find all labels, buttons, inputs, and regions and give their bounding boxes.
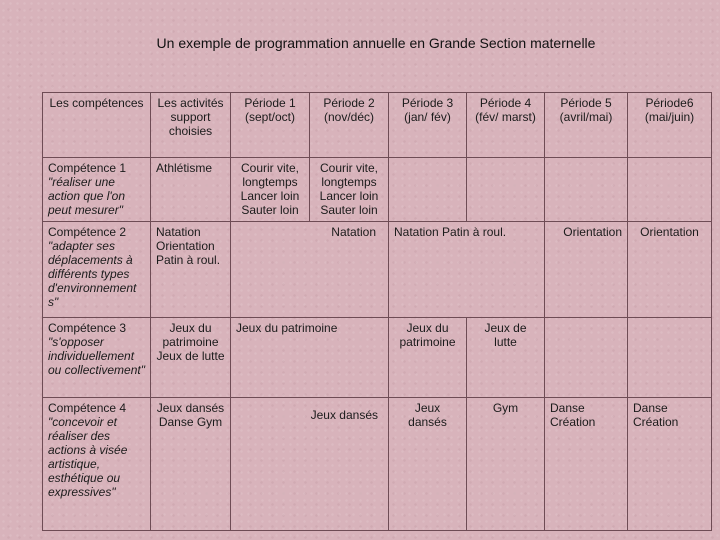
header-periode-6: Période6 (mai/juin) (628, 93, 712, 158)
header-periode-4: Période 4 (fév/ marst) (467, 93, 545, 158)
activites-cell: Athlétisme (151, 158, 231, 222)
competence-description: "adapter ses déplacements à différents types d'environnement s" (48, 239, 137, 309)
competence-cell (43, 158, 151, 222)
periode-4-cell: Jeux de lutte (467, 318, 545, 398)
competence-description: "réaliser une action que l'on peut mesurer" (48, 175, 126, 217)
periode-5-cell (545, 318, 628, 398)
periode-6-cell: Orientation (628, 222, 712, 318)
periode-6-cell (628, 318, 712, 398)
competence-cell (43, 398, 151, 531)
periode-5-cell: Danse Création (545, 398, 628, 531)
competence-cell (43, 318, 151, 398)
table-row (43, 318, 712, 398)
header-periode-3: Période 3 (jan/ fév) (389, 93, 467, 158)
competence-cell (43, 222, 151, 318)
periode-1-2-cell: Jeux du patrimoine (231, 318, 389, 398)
periode-6-cell: Danse Création (628, 398, 712, 531)
competence-description: "concevoir et réaliser des actions à visée artistique, esthétique ou expressives" (48, 415, 128, 499)
periode-3-cell: Jeux dansés (389, 398, 467, 531)
competence-description: "s'opposer individuellement ou collectivement" (48, 335, 145, 377)
competence-label: Compétence 3 (48, 321, 127, 335)
periode-1-cell: Courir vite, longtemps Lancer loin Sauter loin (231, 158, 310, 222)
table-row (43, 398, 712, 531)
competence-label: Compétence 2 (48, 225, 127, 239)
periode-3-cell (389, 158, 467, 222)
competence-label: Compétence 1 (48, 161, 127, 175)
periode-6-cell (628, 158, 712, 222)
periode-1-2-cell: Jeux dansés (231, 398, 389, 531)
activites-cell: Natation Orientation Patin à roul. (151, 222, 231, 318)
periode-4-cell (467, 158, 545, 222)
header-periode-1: Période 1 (sept/oct) (231, 93, 310, 158)
activites-cell: Jeux du patrimoine Jeux de lutte (151, 318, 231, 398)
periode-5-cell (545, 158, 628, 222)
periode-3-4-cell: Natation Patin à roul. (389, 222, 545, 318)
header-row (43, 93, 712, 158)
periode-4-cell: Gym (467, 398, 545, 531)
periode-1-2-cell: Natation (231, 222, 389, 318)
table-row (43, 222, 712, 318)
activites-cell: Jeux dansés Danse Gym (151, 398, 231, 531)
programmation-table (42, 92, 712, 531)
competence-label: Compétence 4 (48, 401, 127, 415)
periode-2-cell: Courir vite, longtemps Lancer loin Sauter loin (310, 158, 389, 222)
header-activites: Les activités support choisies (151, 93, 231, 158)
header-periode-2: Période 2 (nov/déc) (310, 93, 389, 158)
periode-5-cell: Orientation (545, 222, 628, 318)
page-title: Un exemple de programmation annuelle en Grande Section maternelle (156, 35, 596, 51)
header-competences: Les compétences (43, 93, 151, 158)
periode-3-cell: Jeux du patrimoine (389, 318, 467, 398)
header-periode-5: Période 5 (avril/mai) (545, 93, 628, 158)
table-row (43, 158, 712, 222)
